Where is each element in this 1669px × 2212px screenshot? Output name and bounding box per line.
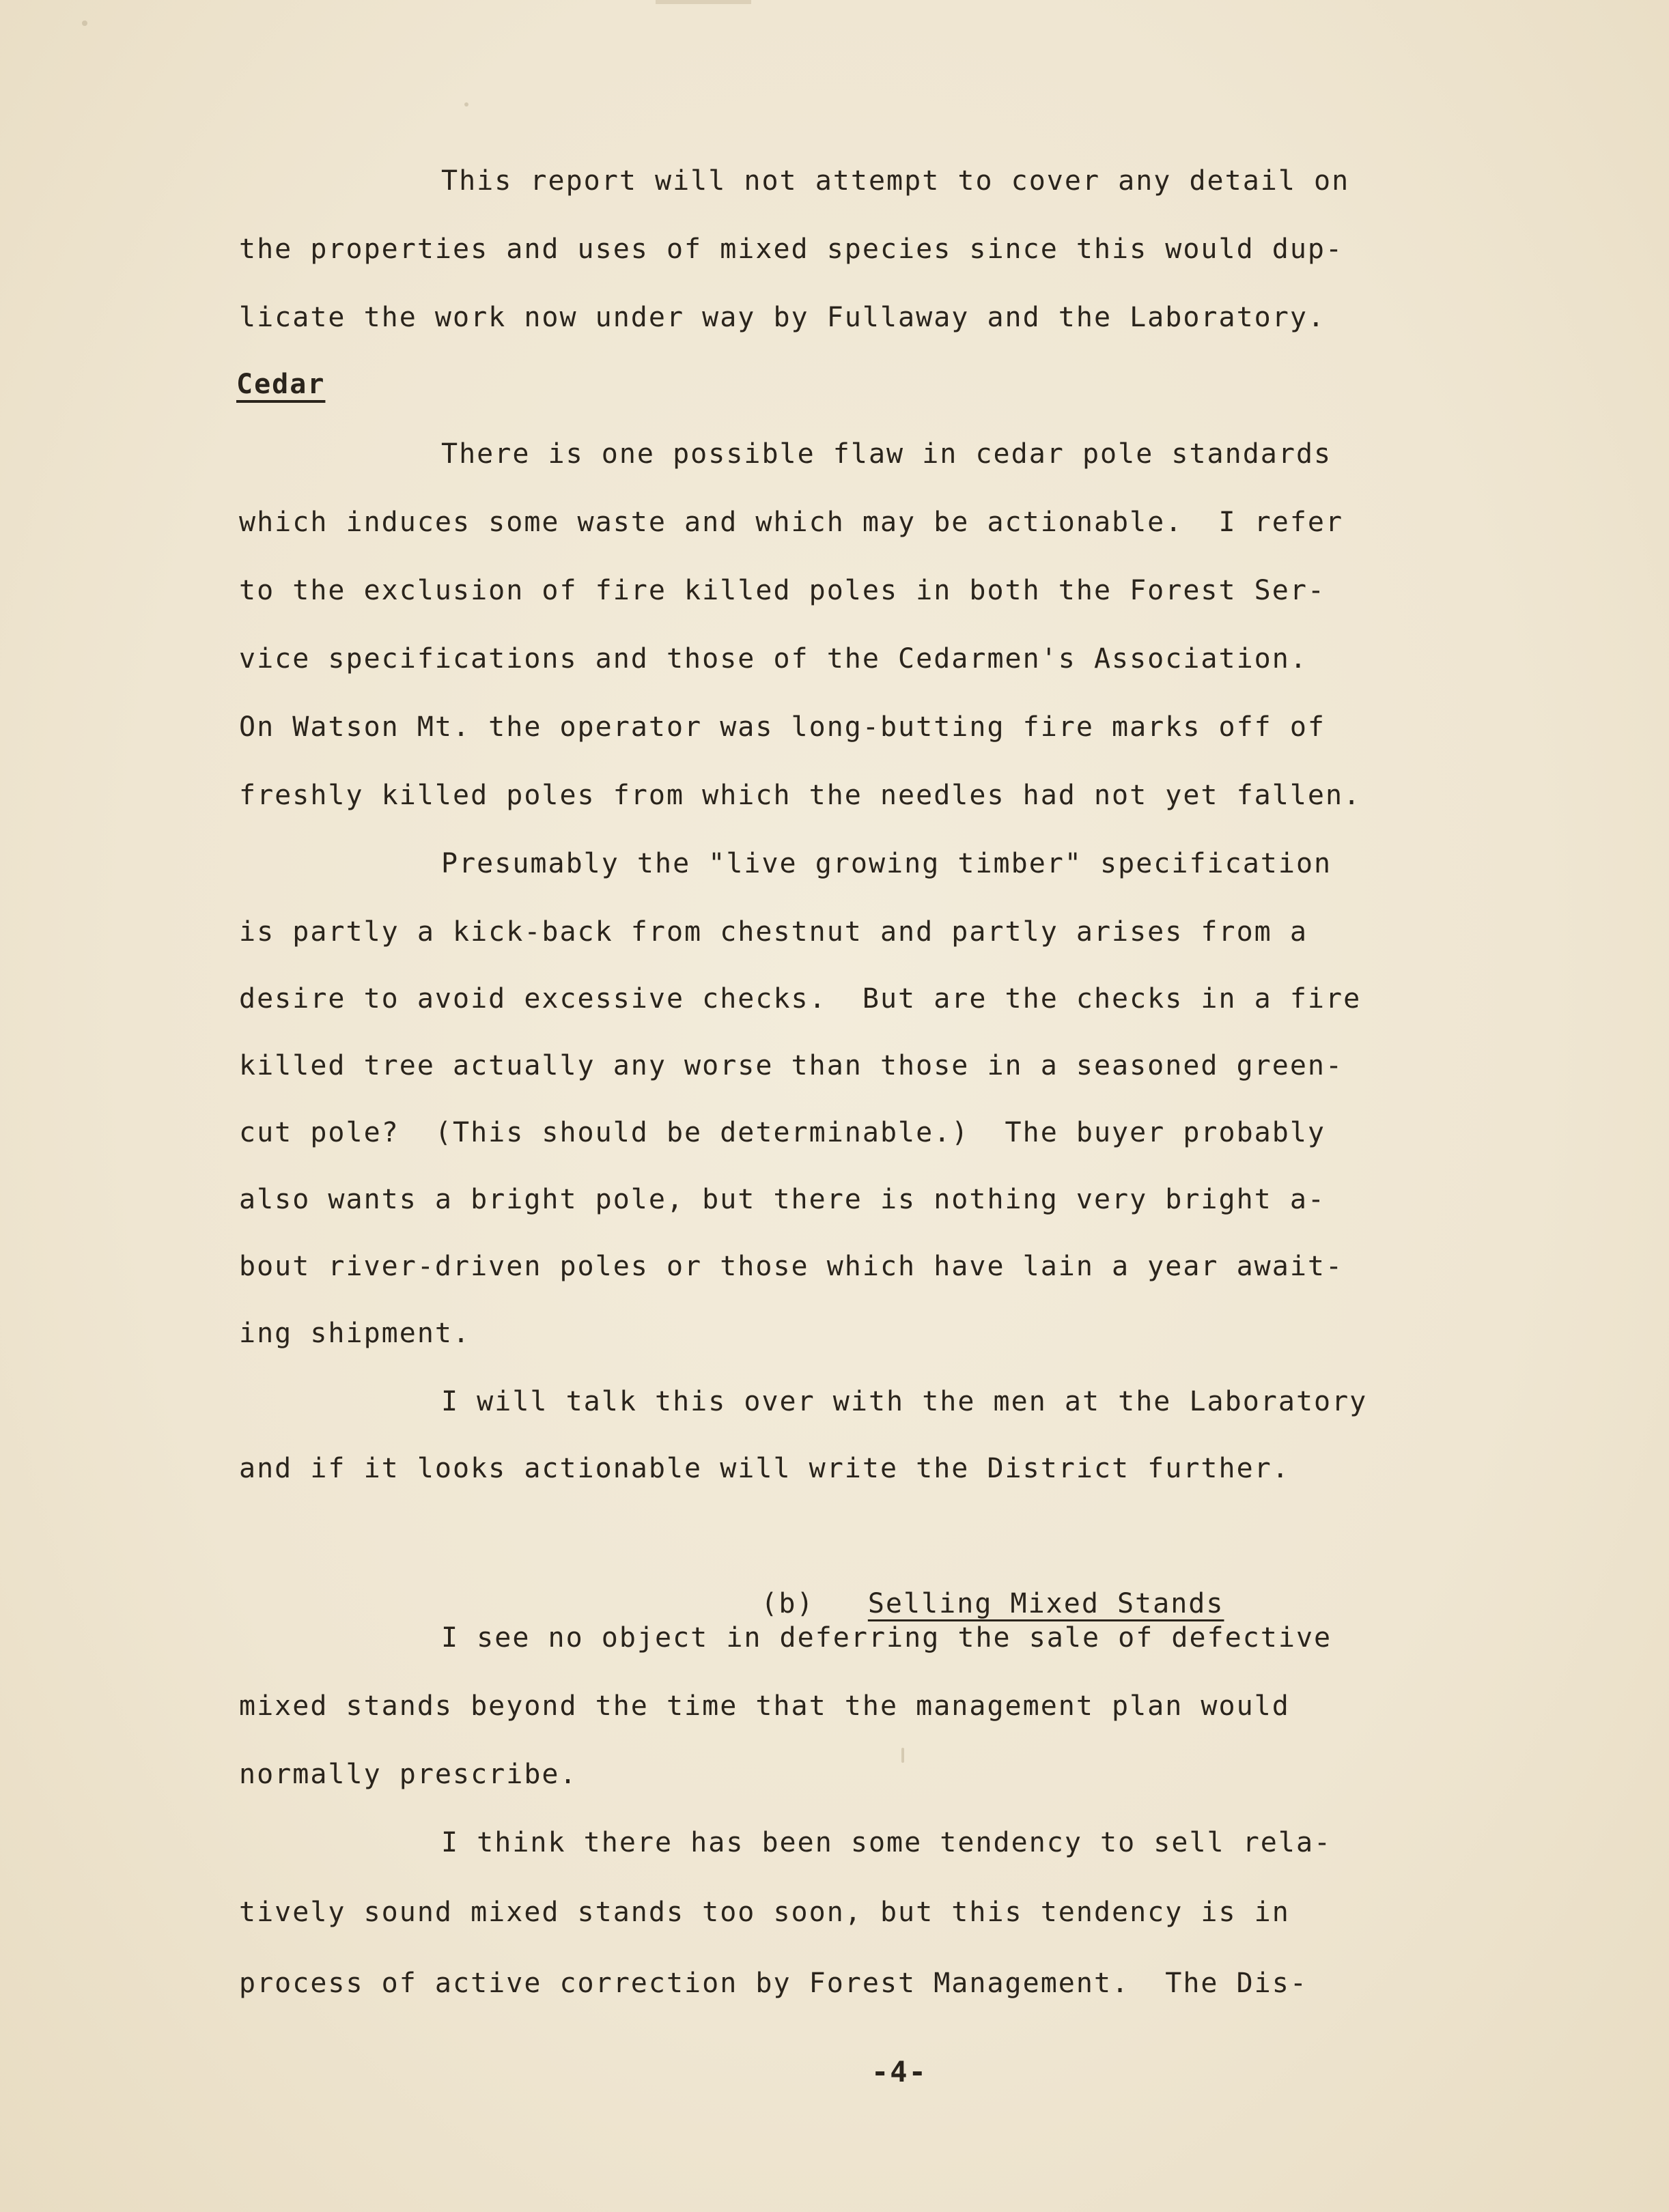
paper-edge-mark [656,0,751,4]
body-text-line: On Watson Mt. the operator was long-butting fire marks off of [239,711,1326,743]
paper-blemish [82,20,87,26]
paper-blemish [901,1748,904,1763]
body-text-line: is partly a kick-back from chestnut and partly arises from a [239,916,1308,948]
paper-blemish [464,102,468,107]
body-text-line: the properties and uses of mixed species since this would dup- [239,233,1344,265]
body-text-line: mixed stands beyond the time that the management plan would [239,1690,1290,1722]
body-text-line: process of active correction by Forest Management. The Dis- [239,1968,1308,1999]
body-text-line: and if it looks actionable will write the District further. [239,1453,1290,1484]
body-text-line: tively sound mixed stands too soon, but this tendency is in [239,1897,1290,1928]
body-text-line: licate the work now under way by Fullaway and the Laboratory. [239,302,1326,333]
body-text-line: freshly killed poles from which the needles had not yet fallen. [239,780,1362,811]
body-text-line: which induces some waste and which may be actionable. I refer [239,507,1344,538]
body-text-line: to the exclusion of fire killed poles in both the Forest Ser- [239,575,1326,606]
body-text-line: I will talk this over with the men at the Laboratory [441,1386,1368,1417]
body-text-line: bout river-driven poles or those which have lain a year await- [239,1251,1344,1282]
body-text-line: cut pole? (This should be determinable.) The buyer probably [239,1117,1326,1148]
body-text-line: This report will not attempt to cover any detail on [441,165,1350,197]
body-text-line: I think there has been some tendency to sell rela- [441,1827,1332,1858]
section-heading-cedar: Cedar [236,369,326,400]
body-text-line: normally prescribe. [239,1759,578,1790]
subheading-label: (b) [761,1588,815,1619]
body-text-line: I see no object in deferring the sale of defective [441,1622,1332,1654]
subheading-title: Selling Mixed Stands [867,1588,1224,1619]
body-text-line: also wants a bright pole, but there is nothing very bright a- [239,1184,1326,1215]
body-text-line: Presumably the "live growing timber" specification [441,848,1332,879]
page-number: -4- [871,2055,927,2088]
body-text-line: desire to avoid excessive checks. But are the checks in a fire [239,983,1362,1015]
body-text-line: ing shipment. [239,1318,471,1349]
body-text-line: There is one possible flaw in cedar pole standards [441,438,1332,470]
body-text-line: killed tree actually any worse than those in a seasoned green- [239,1050,1344,1081]
body-text-line: vice specifications and those of the Cedarmen's Association. [239,643,1308,675]
